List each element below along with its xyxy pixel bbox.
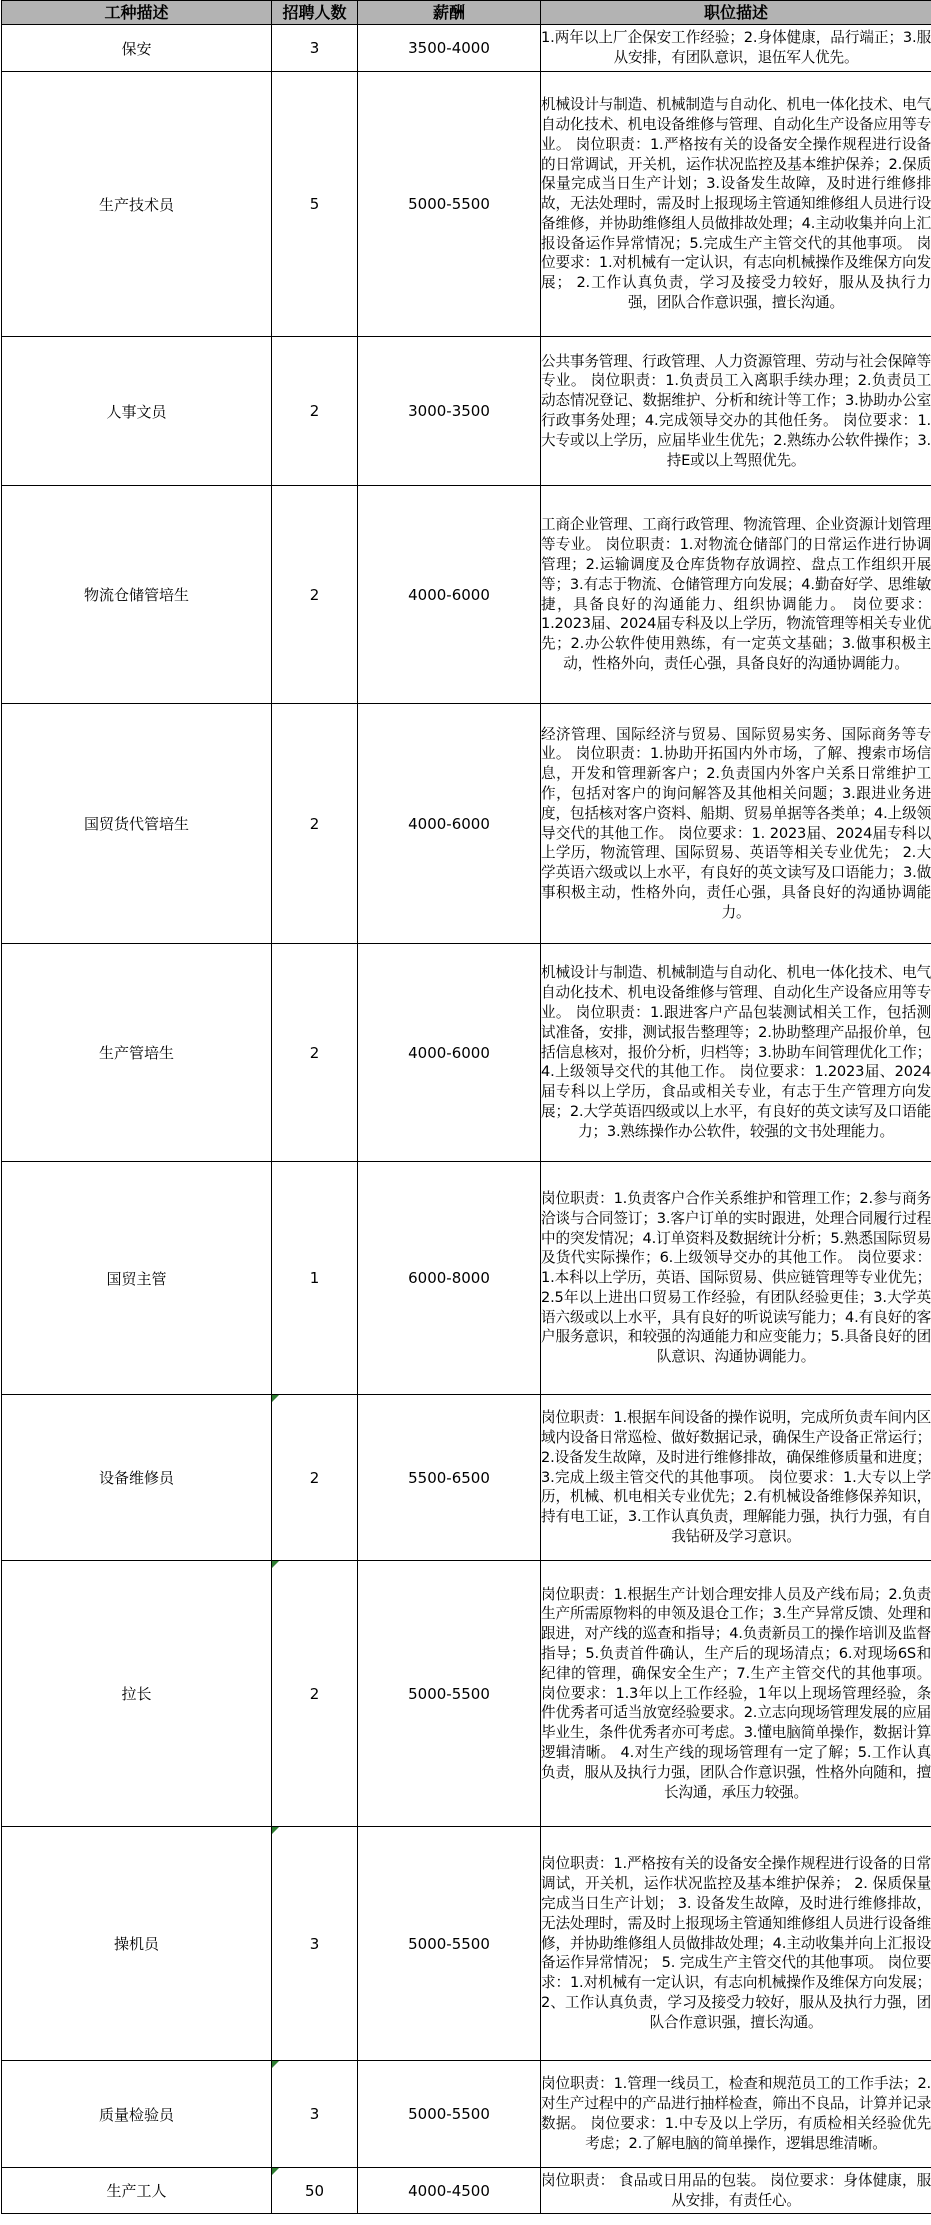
comment-marker-icon [272,1827,279,1834]
job-title-cell [2,72,272,337]
headcount-cell-text: 2 [309,1684,320,1703]
description-cell-text: 岗位职责：1.负责客户合作关系维护和管理工作；2.参与商务洽谈与合同签订；3.客户订单的实时跟进，处理合同履行过程中的突发情况；4.订单资料及数据统计分析；5.熟悉国际贸易及货代实际操作；6.上级领导交办的其他工作。 岗位要求：1.本科以上学历，英语、国际贸易、供应链管理等专业优先；2.5年以上进出口贸易工作经验，有团队经验更佳；3.大学英语六级或以上水平，具有良好的听说读写能力；4.有良好的客户服务意识，和较强的沟通能力和应变能力；5.具备良好的团队意识、沟通协调能力。 [541,1189,931,1366]
table-row [2,2168,931,2214]
headcount-cell-text: 1 [309,1269,320,1287]
salary-cell [358,704,541,944]
comment-marker-icon [272,2061,279,2068]
headcount-cell-text: 2 [309,402,320,420]
description-cell-text: 岗位职责： 食品或日用品的包装。 岗位要求：身体健康，服从安排，有责任心。 [541,2171,931,2209]
job-title-cell-text: 质量检验员 [98,2105,174,2124]
comment-marker-icon [272,2168,279,2175]
header-salary: 薪酬 [358,1,541,25]
table-row [2,25,931,72]
salary-cell-text: 5000-5500 [408,195,490,213]
description-cell [541,1162,931,1395]
headcount-cell-text: 2 [309,814,320,833]
headcount-cell [272,1561,358,1827]
job-title-cell-text: 拉长 [121,1685,152,1703]
comment-marker-icon [272,1395,279,1402]
salary-cell-text: 3000-3500 [408,402,490,420]
description-cell [541,944,931,1162]
job-title-cell [2,486,272,704]
headcount-cell [272,1827,358,2061]
job-title-cell-text: 生产工人 [106,2182,167,2200]
header-description: 职位描述 [541,1,931,25]
table-row [2,1162,931,1395]
job-title-cell [2,1827,272,2061]
description-cell [541,2061,931,2168]
job-title-cell-text: 生产管培生 [98,1044,174,1062]
job-title-cell-text: 国贸主管 [106,1269,167,1288]
headcount-cell-text: 2 [309,585,320,604]
table-row [2,486,931,704]
salary-cell-text: 5500-6500 [408,1468,490,1487]
description-cell-text: 岗位职责：1.根据车间设备的操作说明，完成所负责车间内区域内设备日常巡检、做好数据记录，确保生产设备正常运行；2.设备发生故障，及时进行维修排故，确保维修质量和进度；3.完成上级主管交代的其他事项。 岗位要求：1.大专以上学历，机械、机电相关专业优先；2.有机械设备维修保养知识，持有电工证，3.工作认真负责，理解能力强，执行力强，有自我钻研及学习意识。 [541,1409,931,1545]
headcount-cell [272,337,358,486]
job-title-cell [2,704,272,944]
job-title-cell [2,1561,272,1827]
headcount-cell-text: 50 [304,2181,325,2200]
table-row [2,337,931,486]
headcount-cell-text: 3 [309,1934,320,1953]
table-row [2,1827,931,2061]
job-title-cell [2,1162,272,1395]
table-row [2,1561,931,1827]
job-title-cell-text: 物流仓储管培生 [83,586,189,604]
description-cell [541,337,931,486]
description-cell [541,1395,931,1561]
salary-cell-text: 6000-8000 [408,1269,490,1287]
header-job-title: 工种描述 [2,1,272,25]
headcount-cell [272,704,358,944]
job-title-cell [2,25,272,72]
description-cell [541,486,931,704]
job-title-cell [2,337,272,486]
salary-cell-text: 4000-6000 [408,585,490,604]
salary-cell-text: 5000-5500 [408,1934,490,1953]
description-cell [541,25,931,72]
headcount-cell-text: 3 [309,39,320,57]
headcount-cell [272,1162,358,1395]
salary-cell [358,1561,541,1827]
description-cell-text: 经济管理、国际经济与贸易、国际贸易实务、国际商务等专业。 岗位职责：1.协助开拓国内外市场，了解、搜索市场信息，开发和管理新客户；2.负责国内外客户关系日常维护工作，包括对客户的询问解答及其他相关问题；3.跟进业务进度，包括核对客户资料、船期、贸易单据等各类单；4.上级领导交代的其他工作。 岗位要求：1. 2023届、2024届专科以上学历，物流管理、国际贸易、英语等相关专业优先； 2.大学英语六级或以上水平，有良好的英文读写及口语能力；3.做事积极主动，性格外向，责任心强，具备良好的沟通协调能力。 [541,725,931,921]
salary-cell [358,1395,541,1561]
job-title-cell [2,1395,272,1561]
salary-cell-text: 4000-4500 [408,2181,490,2200]
table-header-row [2,1,931,25]
description-cell-text: 机械设计与制造、机械制造与自动化、机电一体化技术、电气自动化技术、机电设备维修与管理、自动化生产设备应用等专业。 岗位职责：1.严格按有关的设备安全操作规程进行设备的日常调试，开关机，运作状况监控及基本维护保养；2.保质保量完成当日生产计划；3.设备发生故障，及时进行维修排故，无法处理时，需及时上报现场主管通知维修组人员进行设备维修，并协助维修组人员做排故处理；4.主动收集并向上汇报设备运作异常情况；5.完成生产主管交代的其他事项。 岗位要求：1.对机械有一定认识，有志向机械操作及维保方向发展； 2.工作认真负责，学习及接受力较好，服从及执行力强，团队合作意识强，擅长沟通。 [541,96,931,312]
comment-marker-icon [272,1561,279,1568]
headcount-cell [272,2061,358,2168]
salary-cell [358,2168,541,2214]
description-cell [541,704,931,944]
salary-cell-text: 4000-6000 [408,814,490,833]
description-cell [541,72,931,337]
job-title-cell [2,2061,272,2168]
headcount-cell [272,944,358,1162]
job-title-cell-text: 生产技术员 [98,195,174,214]
table-row [2,2061,931,2168]
job-title-cell-text: 设备维修员 [98,1469,174,1487]
salary-cell [358,486,541,704]
salary-cell-text: 5000-5500 [408,2105,490,2123]
table-row [2,1395,931,1561]
headcount-cell-text: 2 [309,1468,320,1487]
headcount-cell-text: 3 [309,2105,320,2123]
description-cell [541,1561,931,1827]
salary-cell [358,72,541,337]
job-title-cell [2,2168,272,2214]
description-cell [541,1827,931,2061]
salary-cell [358,1827,541,2061]
salary-cell-text: 4000-6000 [408,1043,490,1062]
description-cell-text: 机械设计与制造、机械制造与自动化、机电一体化技术、电气自动化技术、机电设备维修与管理、自动化生产设备应用等专业。 岗位职责：1.跟进客户产品包装测试相关工作，包括测试准备，安排，测试报告整理等；2.协助整理产品报价单，包括信息核对，报价分析，归档等；3.协助车间管理优化工作；4.上级领导交代的其他工作。 岗位要求：1.2023届、2024届专科以上学历，食品或相关专业，有志于生产管理方向发展；2.大学英语四级或以上水平，有良好的英文读写及口语能力；3.熟练操作办公软件，较强的文书处理能力。 [541,964,931,1140]
description-cell-text: 公共事务管理、行政管理、人力资源管理、劳动与社会保障等专业。 岗位职责：1.负责员工入离职手续办理；2.负责员工动态情况登记、数据维护、分析和统计等工作；3.协助办公室行政事务处理；4.完成领导交办的其他任务。 岗位要求：1.大专或以上学历，应届毕业生优先；2.熟练办公软件操作；3.持E或以上驾照优先。 [541,352,931,469]
salary-cell [358,25,541,72]
job-title-cell-text: 操机员 [113,1935,159,1953]
description-cell [541,2168,931,2214]
headcount-cell [272,1395,358,1561]
headcount-cell-text: 2 [309,1043,320,1062]
salary-cell [358,2061,541,2168]
headcount-cell [272,2168,358,2214]
description-cell-text: 工商企业管理、工商行政管理、物流管理、企业资源计划管理等专业。 岗位职责：1.对物流仓储部门的日常运作进行协调管理；2.运输调度及仓库货物存放调控、盘点工作组织开展等；3.有志于物流、仓储管理方向发展；4.勤奋好学、思维敏捷，具备良好的沟通能力、组织协调能力。 岗位要求：1.2023届、2024届专科及以上学历，物流管理等相关专业优先；2.办公软件使用熟练，有一定英文基础；3.做事积极主动，性格外向，责任心强，具备良好的沟通协调能力。 [541,516,931,672]
job-title-cell-text: 保安 [121,39,152,58]
salary-cell [358,1162,541,1395]
headcount-cell [272,486,358,704]
salary-cell [358,337,541,486]
job-table [1,0,931,2214]
headcount-cell [272,72,358,337]
description-cell-text: 岗位职责：1.管理一线员工，检查和规范员工的工作手法；2.对生产过程中的产品进行抽样检查，筛出不良品，计算并记录数据。 岗位要求：1.中专及以上学历，有质检相关经验优先考虑；2.了解电脑的简单操作，逻辑思维清晰。 [541,2075,931,2152]
job-title-cell-text: 国贸货代管培生 [83,815,189,833]
description-cell-text: 1.两年以上厂企保安工作经验；2.身体健康，品行端正；3.服从安排，有团队意识，退伍军人优先。 [541,29,931,66]
salary-cell-text: 5000-5500 [408,1684,490,1703]
job-title-cell-text: 人事文员 [106,402,167,421]
headcount-cell [272,25,358,72]
table-row [2,944,931,1162]
salary-cell [358,944,541,1162]
header-headcount: 招聘人数 [272,1,358,25]
table-row [2,72,931,337]
headcount-cell-text: 5 [309,195,320,213]
table-row [2,704,931,944]
salary-cell-text: 3500-4000 [408,39,490,57]
description-cell-text: 岗位职责：1.根据生产计划合理安排人员及产线布局；2.负责生产所需原物料的申领及退仓工作；3.生产异常反馈、处理和跟进，对产线的巡查和指导；4.负责新员工的操作培训及监督指导；5.负责首件确认，生产后的现场清点；6.对现场6S和纪律的管理，确保安全生产；7.生产主管交代的其他事项。 岗位要求：1.3年以上工作经验，1年以上现场管理经验，条件优秀者可适当放宽经验要求。2.立志向现场管理发展的应届毕业生，条件优秀者亦可考虑。3.懂电脑简单操作，数据计算逻辑清晰。 4.对生产线的现场管理有一定了解；5.工作认真负责，服从及执行力强，团队合作意识强，性格外向随和，擅长沟通，承压力较强。 [541,1585,931,1801]
description-cell-text: 岗位职责：1.严格按有关的设备安全操作规程进行设备的日常调试，开关机，运作状况监控及基本维护保养； 2. 保质保量完成当日生产计划； 3. 设备发生故障，及时进行维修排故，无法处理时，需及时上报现场主管通知维修组人员进行设备维修，并协助维修组人员做排故处理；4.主动收集并向上汇报设备运作异常情况； 5. 完成生产主管交代的其他事项。 岗位要求：1.对机械有一定认识，有志向机械操作及维保方向发展； 2、工作认真负责，学习及接受力较好，服从及执行力强，团队合作意识强，擅长沟通。 [541,1855,931,2031]
job-title-cell [2,944,272,1162]
